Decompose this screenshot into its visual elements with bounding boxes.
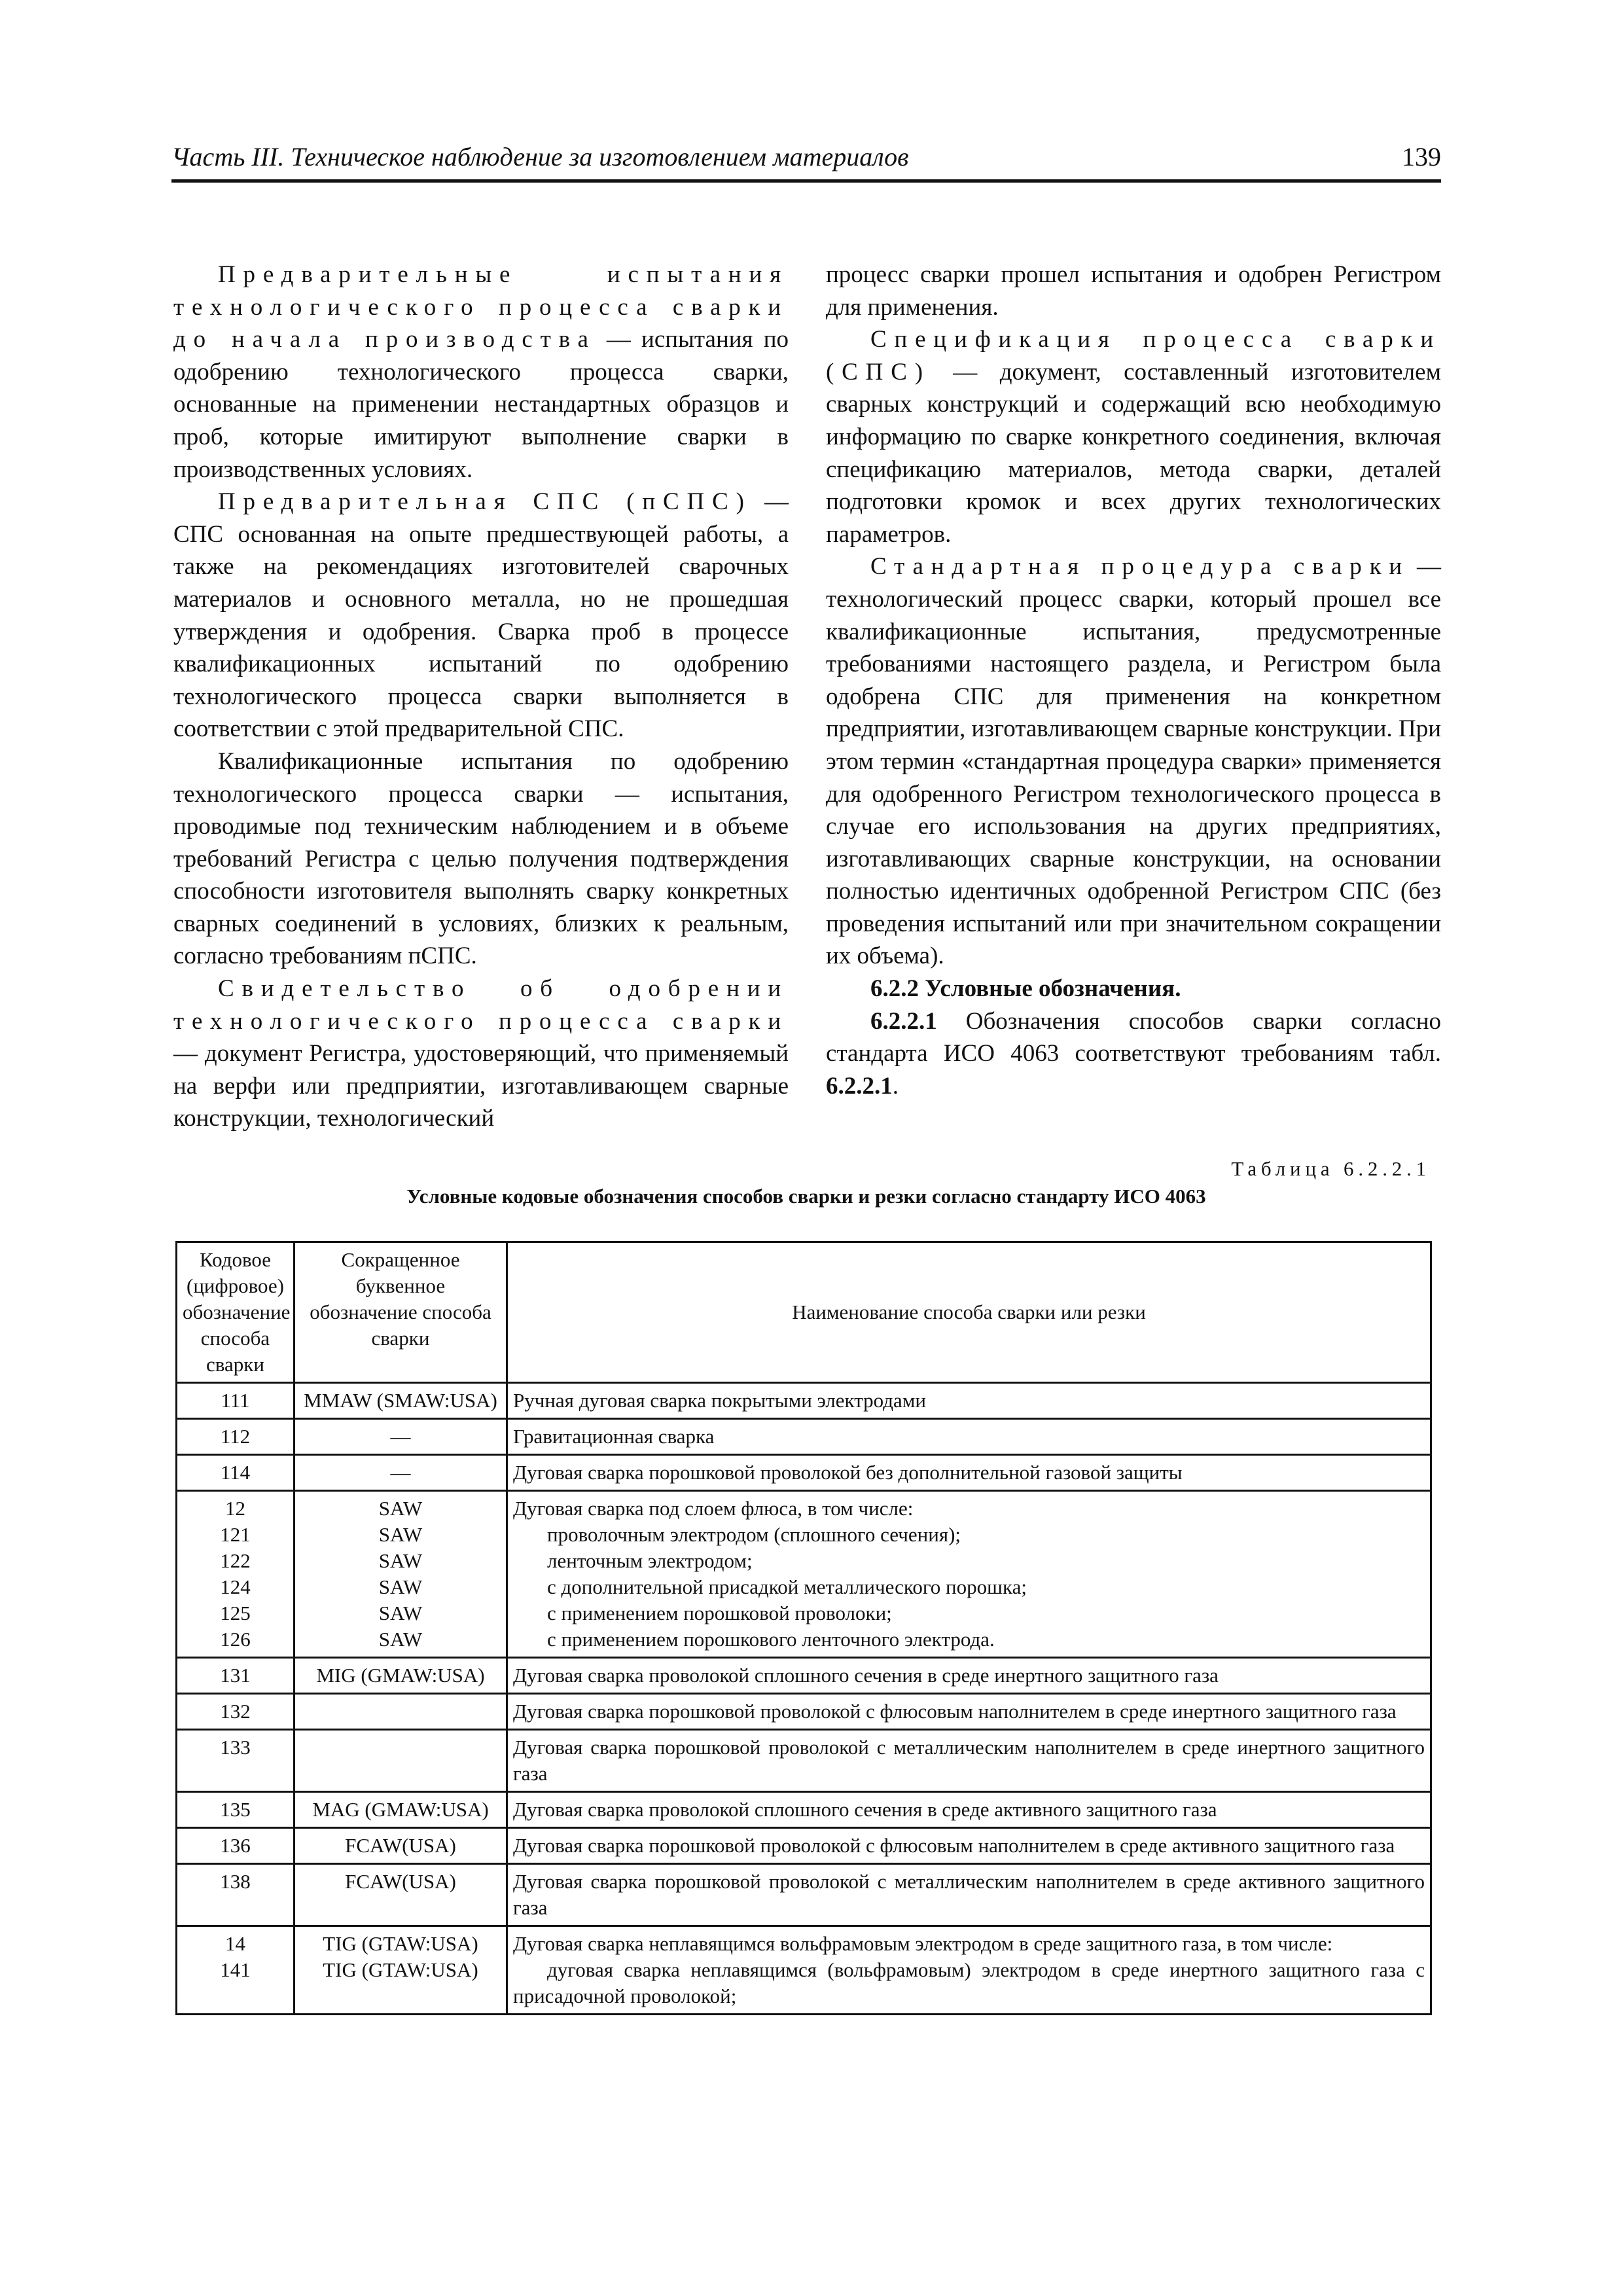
header-code: Кодовое (цифровое) обозначение способа сварки: [177, 1242, 294, 1383]
left-column: [173, 259, 789, 1135]
paragraph-preliminary-tests: [173, 259, 789, 486]
term-preliminary-tests: Предварительные испытания технологического процесса сварки до начала производства: [173, 261, 789, 353]
table-row: [177, 1864, 1431, 1926]
abbr-line: SAW: [378, 1497, 423, 1520]
code-line: 125: [220, 1602, 251, 1624]
cell-code: 112: [177, 1419, 294, 1455]
name-line: Дуговая сварка неплавящимся вольфрамовым электродом в среде защитного газа, в том числе:: [513, 1932, 1333, 1955]
definition-text: — документ Регистра, удостоверяющий, что применяемый на верфи или предприятии, изготавливающем сварные конструкции, технологический: [173, 1040, 789, 1132]
code-line: 122: [220, 1549, 251, 1572]
code-line: 124: [220, 1575, 251, 1598]
cell-name: [507, 1491, 1431, 1658]
table-row: [177, 1658, 1431, 1694]
section-text-end: .: [892, 1072, 899, 1100]
paragraph-approval-certificate: [173, 973, 789, 1135]
cell-abbr: MMAW (SMAW:USA): [294, 1383, 507, 1419]
section-6-2-2-heading: [826, 973, 1441, 1005]
section-title: Условные обозначения.: [919, 975, 1181, 1003]
cell-abbr: [294, 1491, 507, 1658]
table-row: [177, 1383, 1431, 1419]
sub-item: проволочным электродом (сплошного сечения);: [547, 1523, 961, 1546]
table-label: Таблица 6.2.2.1: [1231, 1157, 1431, 1180]
page-number: 139: [1402, 142, 1441, 171]
code-line: 126: [220, 1628, 251, 1651]
code-line: 12: [225, 1497, 245, 1520]
cell-code: 132: [177, 1694, 294, 1730]
section-number: 6.2.2.1: [870, 1007, 937, 1035]
definition-text: — СПС основанная на опыте предшествующей работы, а также на рекомендациях изготовителей сварочных материалов и основного металла, но не прошедшая утверждения и одобрения. Сварка проб в процессе квалификационных испытаний по одобрению технологического процесса сварки выполняется в соответствии с этой предварительной СПС.: [173, 488, 789, 743]
definition-text: — испытания по одобрению технологического процесса сварки, основанные на применении нестандартных образцов и проб, которые имитируют выполнение сварки в производственных условиях.: [173, 326, 789, 483]
cell-abbr: FCAW(USA): [294, 1864, 507, 1926]
cell-code: [177, 1491, 294, 1658]
header-title: Часть III. Техническое наблюдение за изготовлением материалов: [171, 142, 909, 171]
cell-code: [177, 1926, 294, 2015]
cell-name: Дуговая сварка порошковой проволокой без дополнительной газовой защиты: [507, 1455, 1431, 1491]
code-line: 141: [220, 1958, 251, 1981]
cell-code: 135: [177, 1792, 294, 1828]
name-line: Дуговая сварка под слоем флюса, в том числе:: [513, 1497, 914, 1520]
table-row: [177, 1792, 1431, 1828]
cell-name: Дуговая сварка проволокой сплошного сечения в среде инертного защитного газа: [507, 1658, 1431, 1694]
header-abbr: Сокращенное буквенное обозначение способа сварки: [294, 1242, 507, 1383]
cell-name: Дуговая сварка порошковой проволокой с флюсовым наполнителем в среде инертного защитного газа: [507, 1694, 1431, 1730]
sub-item: с применением порошкового ленточного электрода.: [547, 1628, 995, 1651]
cell-abbr: MIG (GMAW:USA): [294, 1658, 507, 1694]
paragraph-6-2-2-1: [826, 1005, 1441, 1103]
table-title: Условные кодовые обозначения способов сварки и резки согласно стандарту ИСО 4063: [406, 1185, 1206, 1208]
cell-name: Дуговая сварка порошковой проволокой с флюсовым наполнителем в среде активного защитного газа: [507, 1828, 1431, 1864]
sub-item: дуговая сварка неплавящимся (вольфрамовым) электродом в среде инертного защитного газа с присадочной проволокой;: [513, 1958, 1425, 2007]
paragraph-wps: [826, 323, 1441, 550]
definition-text: — документ, составленный изготовителем сварных конструкций и содержащий всю необходимую информацию по сварке конкретного соединения, включая спецификацию материалов, метода сварки, деталей подготовки кромок и всех других технологических параметров.: [826, 358, 1441, 548]
section-text: Обозначения способов сварки согласно стандарта ИСО 4063 соответствуют требованиям табл.: [826, 1007, 1441, 1067]
cell-code: 131: [177, 1658, 294, 1694]
sub-item: с применением порошковой проволоки;: [547, 1602, 892, 1624]
table-row: [177, 1828, 1431, 1864]
cell-name: Гравитационная сварка: [507, 1419, 1431, 1455]
cell-code: 114: [177, 1455, 294, 1491]
table-row: [177, 1419, 1431, 1455]
definition-text: — технологический процесс сварки, который прошел все квалификационные испытания, предусмотренные требованиями настоящего раздела, и Регистром была одобрена СПС для применения на конкретном предприятии, изготавливающем сварные конструкции. При этом термин «стандартная процедура сварки» применяется для одобренного Регистром технологического процесса в случае его использования на других предприятиях, изготавливающих сварные конструкции, на основании полностью идентичных одобренной Регистром СПС (без проведения испытаний или при значительном сокращении их объема).: [826, 553, 1441, 970]
table-reference: 6.2.2.1: [826, 1072, 893, 1100]
abbr-line: SAW: [378, 1523, 423, 1546]
cell-code: 136: [177, 1828, 294, 1864]
abbr-line: SAW: [378, 1575, 423, 1598]
cell-abbr: —: [294, 1455, 507, 1491]
abbr-line: TIG (GTAW:USA): [323, 1932, 478, 1955]
abbr-line: TIG (GTAW:USA): [323, 1958, 478, 1981]
cell-abbr: MAG (GMAW:USA): [294, 1792, 507, 1828]
welding-codes-table: [175, 1241, 1432, 2015]
cell-name: Ручная дуговая сварка покрытыми электродами: [507, 1383, 1431, 1419]
code-line: 121: [220, 1523, 251, 1546]
page-header: [171, 139, 1441, 183]
table-row: [177, 1730, 1431, 1792]
right-column: [826, 259, 1441, 1102]
term-wps: Спецификация процесса сварки (СПС): [826, 326, 1441, 386]
sub-item: ленточным электродом;: [547, 1549, 753, 1572]
header-name: Наименование способа сварки или резки: [507, 1242, 1431, 1383]
table-header-row: [177, 1242, 1431, 1383]
cell-name: Дуговая сварка порошковой проволокой с металлическим наполнителем в среде активного защитного газа: [507, 1864, 1431, 1926]
section-number: 6.2.2: [870, 975, 919, 1003]
cell-abbr: FCAW(USA): [294, 1828, 507, 1864]
term-approval-certificate: Свидетельство об одобрении технологического процесса сварки: [173, 975, 789, 1035]
cell-abbr: [294, 1926, 507, 2015]
term-standard-procedure: Стандартная процедура сварки: [870, 553, 1410, 581]
cell-abbr: —: [294, 1419, 507, 1455]
paragraph-standard-procedure: [826, 550, 1441, 973]
cell-name: Дуговая сварка порошковой проволокой с металлическим наполнителем в среде инертного защитного газа: [507, 1730, 1431, 1792]
abbr-line: SAW: [378, 1549, 423, 1572]
table-row: [177, 1694, 1431, 1730]
term-preliminary-wps: Предварительная СПС (пСПС): [218, 488, 752, 516]
table-row: [177, 1491, 1431, 1658]
cell-abbr: [294, 1694, 507, 1730]
table-row: [177, 1926, 1431, 2015]
code-line: 14: [225, 1932, 245, 1955]
paragraph-preliminary-wps: [173, 486, 789, 745]
cell-name: Дуговая сварка проволокой сплошного сечения в среде активного защитного газа: [507, 1792, 1431, 1828]
cell-code: 111: [177, 1383, 294, 1419]
cell-code: 138: [177, 1864, 294, 1926]
table-row: [177, 1455, 1431, 1491]
cell-name: [507, 1926, 1431, 2015]
abbr-line: SAW: [378, 1602, 423, 1624]
abbr-line: SAW: [378, 1628, 423, 1651]
cell-abbr: [294, 1730, 507, 1792]
paragraph-continuation: процесс сварки прошел испытания и одобрен Регистром для применения.: [826, 261, 1441, 321]
cell-code: 133: [177, 1730, 294, 1792]
paragraph-qualification-tests: Квалификационные испытания по одобрению технологического процесса сварки — испытания, проводимые под техническим наблюдением и в объеме требований Регистра с целью получения подтверждения способности изготовителя выполнять сварку конкретных сварных соединений в условиях, близких к реальным, согласно требованиям пСПС.: [173, 747, 789, 970]
sub-item: с дополнительной присадкой металлического порошка;: [547, 1575, 1027, 1598]
